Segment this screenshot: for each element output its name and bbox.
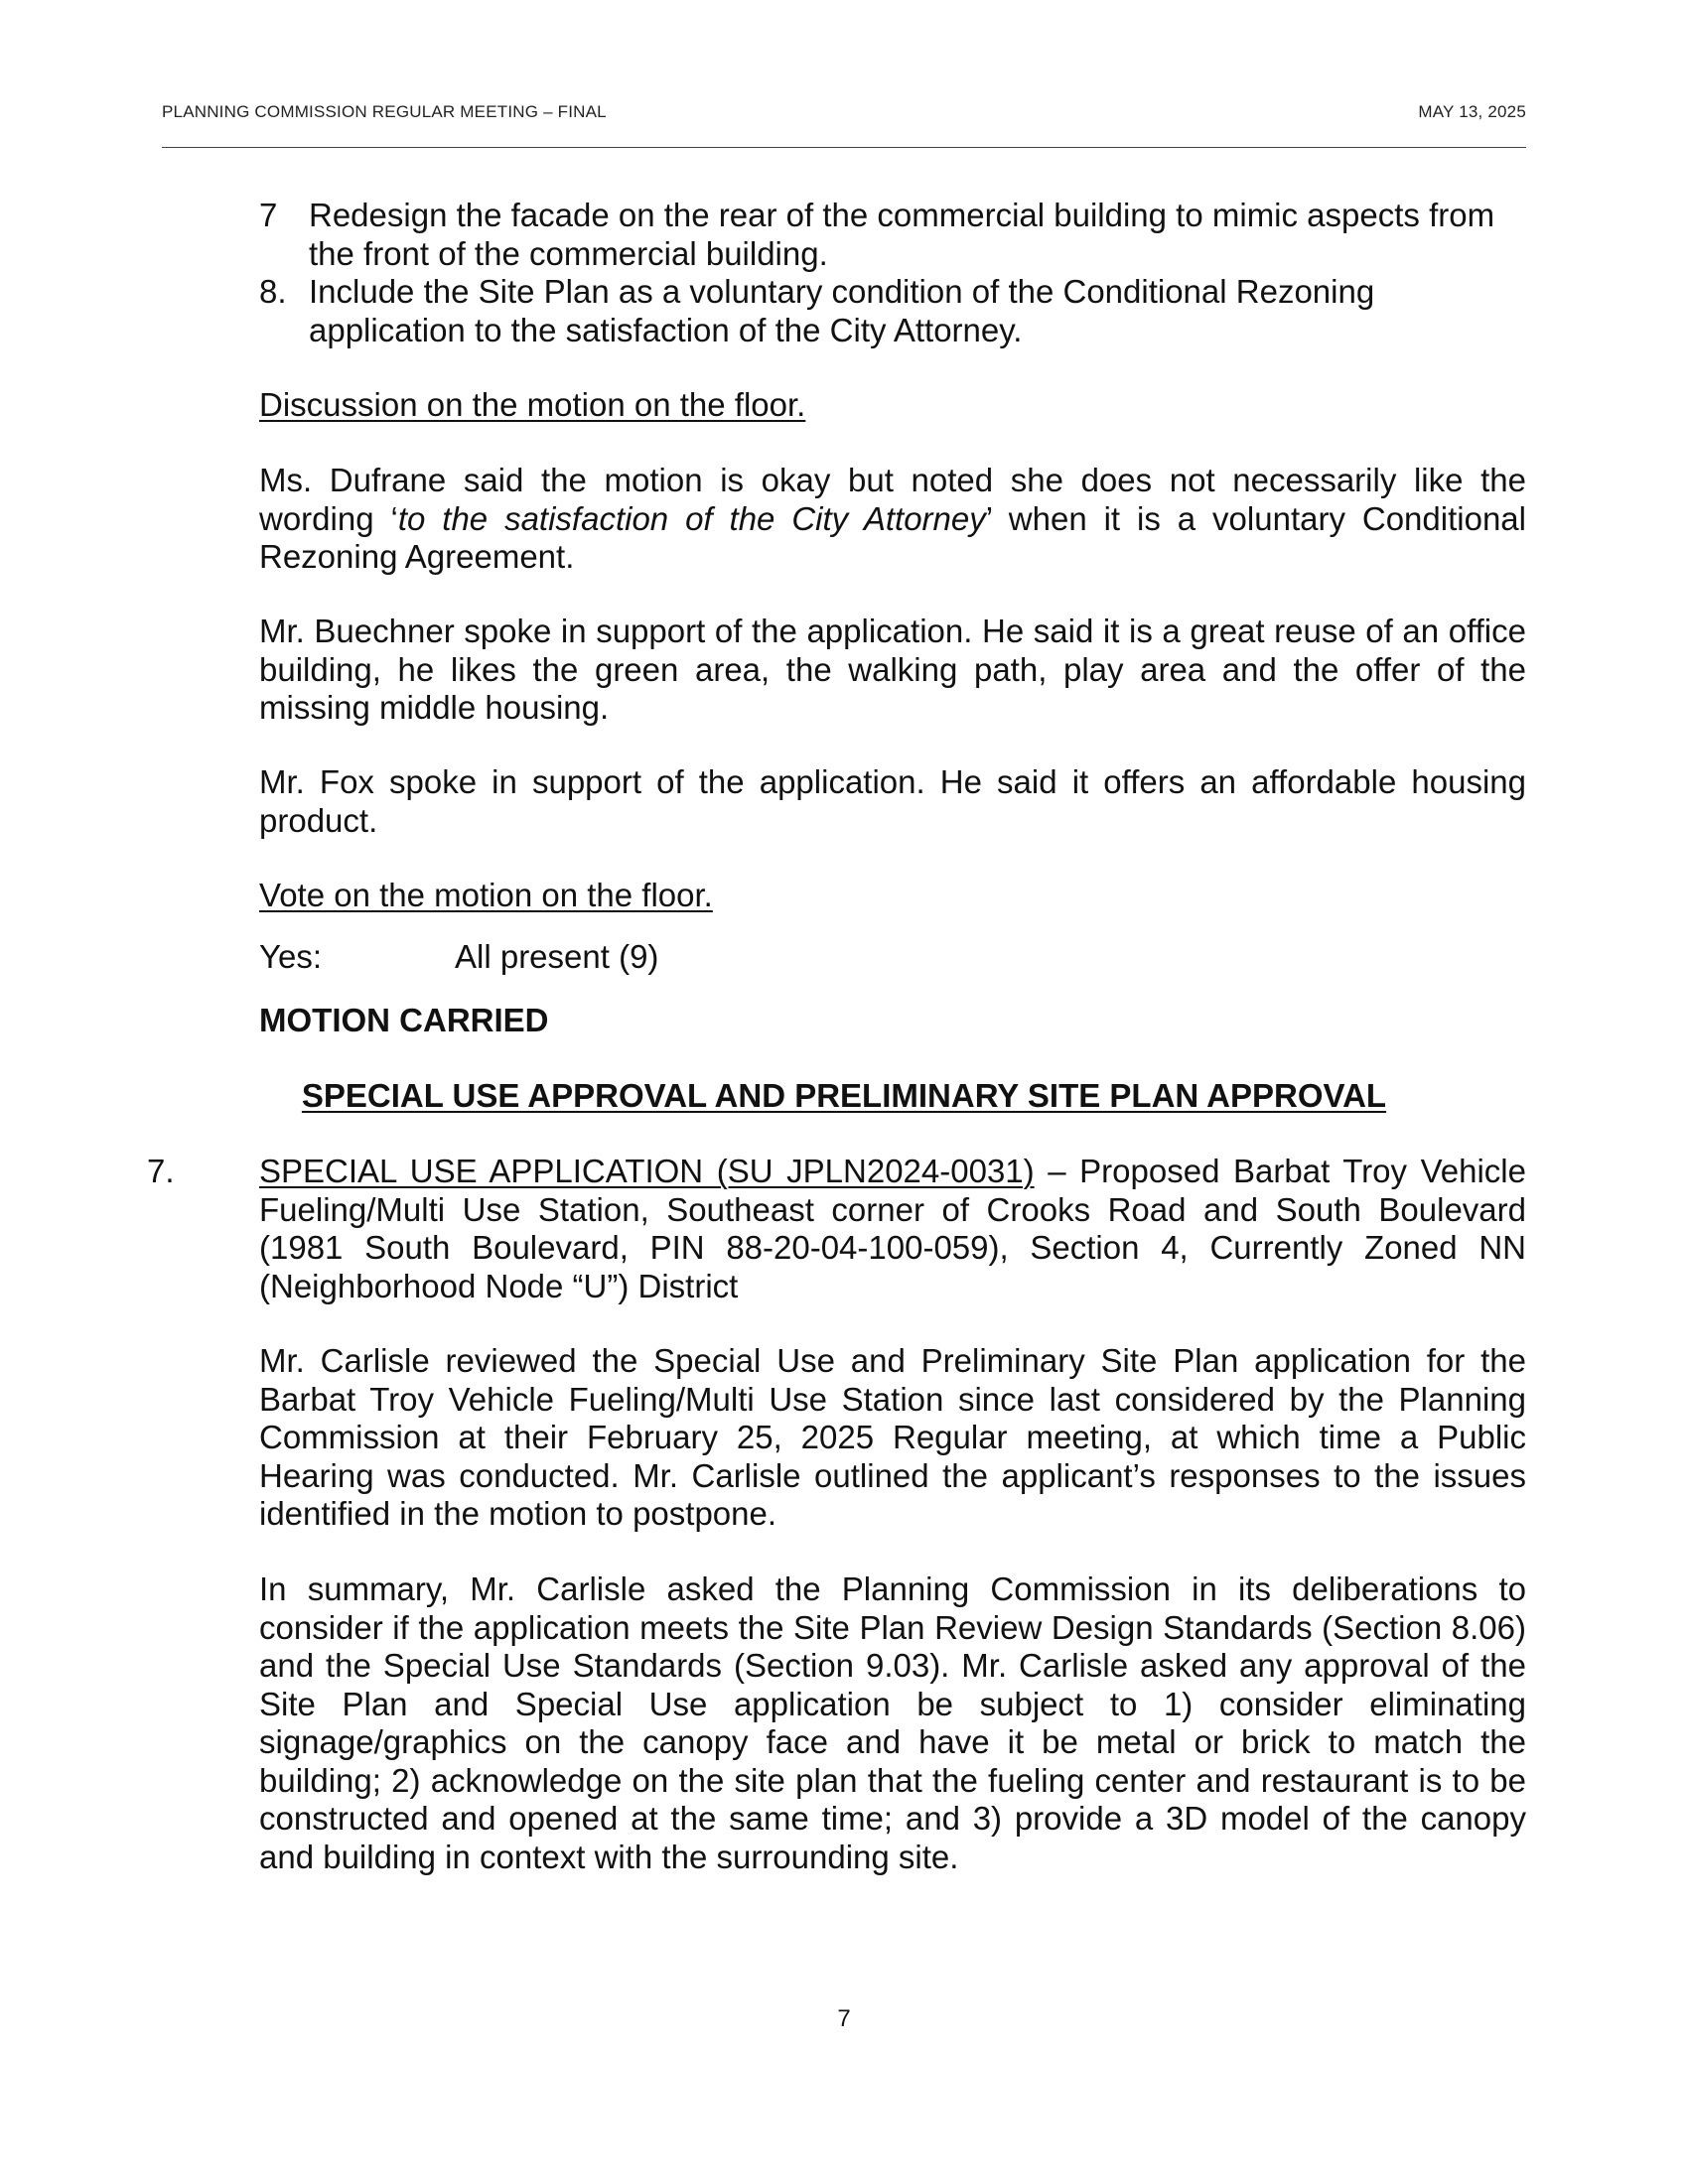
page-number: 7: [837, 2005, 851, 2032]
fox-paragraph: Mr. Fox spoke in support of the application. He said it offers an affordable housing product.: [259, 763, 1526, 839]
buechner-paragraph: Mr. Buechner spoke in support of the application. He said it is a great reuse of an office building, he likes the green area, the walking path, play area and the offer of the missing middle housing.: [259, 613, 1526, 726]
agenda-item-link[interactable]: SPECIAL USE APPLICATION (SU JPLN2024-0031): [259, 1153, 1035, 1189]
vote-row: [259, 938, 1526, 978]
list-item-text: Redesign the facade on the rear of the commercial building to mimic aspects from the front of the commercial building.: [309, 197, 1495, 272]
agenda-item-description: – Proposed Barbat Troy Vehicle Fueling/Multi Use Station, Southeast corner of Crooks Road and South Boulevard (1981 South Boulevard, PIN 88-20-04-100-059), Section 4, Currently Zoned NN (Neighborhood Node “U”) District: [259, 1153, 1526, 1304]
motion-result: MOTION CARRIED: [259, 1002, 549, 1038]
dufrane-quote: to the satisfaction of the City Attorney: [397, 499, 986, 537]
header-title: PLANNING COMMISSION REGULAR MEETING – FINAL: [162, 102, 607, 121]
agenda-item-number: 7.: [147, 1153, 175, 1189]
section-heading: SPECIAL USE APPROVAL AND PRELIMINARY SITE PLAN APPROVAL: [301, 1077, 1387, 1114]
header-date: MAY 13, 2025: [1418, 102, 1526, 121]
list-item-text: Include the Site Plan as a voluntary condition of the Conditional Rezoning application to the satisfaction of the City Attorney.: [309, 273, 1375, 348]
discussion-heading: Discussion on the motion on the floor.: [259, 386, 806, 423]
vote-heading: Vote on the motion on the floor.: [259, 877, 713, 913]
carlisle-summary-paragraph: In summary, Mr. Carlisle asked the Planning Commission in its deliberations to consider if the application meets the Site Plan Review Design Standards (Section 8.06) and the Special Use Standards (Section 9.03). Mr. Carlisle asked any approval of the Site Plan and Special Use application be subject to 1) consider eliminating signage/graphics on the canopy face and have it be metal or brick to match the building; 2) acknowledge on the site plan that the fueling center and restaurant is to be constructed and opened at the same time; and 3) provide a 3D model of the canopy and building in context with the surrounding site.: [259, 1570, 1526, 1875]
header-divider: [162, 147, 1526, 148]
list-item-number: 8.: [259, 273, 287, 310]
agenda-item: [259, 1153, 1526, 1305]
dufrane-text-before: Ms. Dufrane said the motion is okay but noted she does not necessarily like the wording ‘: [259, 462, 1526, 537]
carlisle-review-paragraph: Mr. Carlisle reviewed the Special Use and Preliminary Site Plan application for the Barbat Troy Vehicle Fueling/Multi Use Station since last considered by the Planning Commission at their February 25, 2025 Regular meeting, at which time a Public Hearing was conducted. Mr. Carlisle outlined the applicant’s responses to the issues identified in the motion to postpone.: [259, 1342, 1526, 1532]
list-item-number: 7: [259, 197, 278, 233]
vote-value: All present (9): [455, 938, 659, 975]
vote-label: Yes:: [259, 938, 323, 975]
dufrane-paragraph: [259, 462, 1526, 577]
dufrane-text-after: ’ when it is a voluntary Conditional Rezoning Agreement.: [259, 499, 1526, 575]
